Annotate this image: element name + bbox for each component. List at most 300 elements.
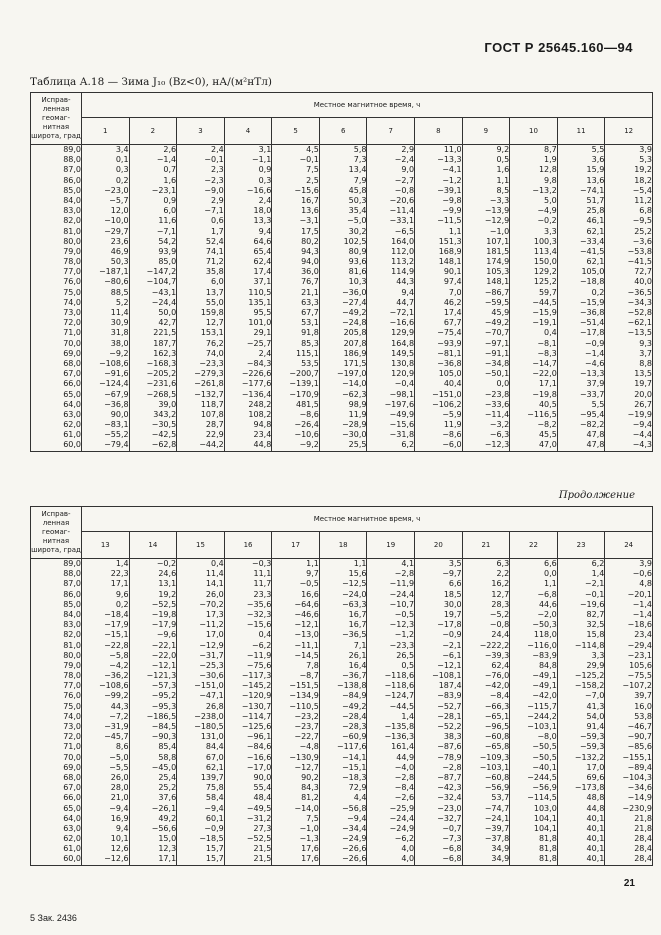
table-cell: −147,2 — [146, 267, 177, 277]
table-cell: −6,5 — [394, 226, 415, 236]
table-cell: 110,5 — [248, 287, 272, 297]
table-cell: −1,2 — [442, 175, 462, 185]
table-cell: −59,3 — [579, 732, 605, 742]
table-cell: −29,4 — [627, 640, 652, 650]
hour-header: 14 — [129, 532, 177, 559]
table-cell: −25,7 — [246, 338, 272, 348]
table-cell: 45,5 — [538, 430, 557, 440]
table-cell: 4,0 — [401, 854, 415, 864]
table-cell: −9,5 — [632, 216, 652, 226]
table-cell: 1,4 — [115, 559, 129, 568]
table-cell: −4,3 — [632, 440, 652, 450]
table-cell: 8,7 — [544, 145, 557, 154]
table-cell: −109,3 — [479, 752, 510, 762]
table-cell: −40,1 — [532, 762, 557, 772]
table-cell: −85,6 — [627, 742, 652, 752]
table-cell: −4,0 — [394, 762, 415, 772]
table-cell: 35,8 — [205, 267, 224, 277]
table-cell: 28,4 — [634, 844, 652, 854]
table-cell: −14,7 — [532, 358, 557, 368]
table-cell: 76,7 — [301, 277, 319, 287]
table-cell: −116,5 — [527, 409, 557, 419]
table-cell: 17,4 — [443, 308, 462, 317]
table-cell: 19,7 — [443, 609, 462, 619]
table-cell: 30,9 — [110, 318, 129, 328]
table-cell: 129,2 — [533, 267, 557, 277]
table-cell: 81,2 — [301, 793, 319, 803]
table-cell: 58,4 — [205, 793, 224, 803]
table-cell: −13,0 — [294, 630, 319, 640]
table-cell: −70,7 — [484, 328, 510, 338]
table-cell: −268,5 — [146, 389, 177, 399]
table-cell: 62,4 — [491, 660, 510, 670]
table-cell: 1,1 — [306, 559, 319, 568]
hour-header: 23 — [557, 532, 605, 559]
table-cell: −170,9 — [289, 389, 319, 399]
table-cell: 40,1 — [586, 813, 605, 823]
table-cell: −103,1 — [479, 762, 510, 772]
table-cell: −12,9 — [199, 640, 224, 650]
latitude-value: 82,0 — [63, 216, 81, 226]
table-cell: 6,0 — [211, 277, 224, 287]
table-cell: 9,3 — [639, 338, 652, 348]
table-cell: −124,4 — [98, 379, 129, 389]
table-cell: 13,3 — [253, 216, 272, 226]
latitude-value: 89,0 — [63, 559, 81, 568]
table-cell: −50,3 — [532, 620, 557, 630]
table-cell: −8,2 — [537, 420, 557, 430]
table-cell: −0,7 — [442, 823, 462, 833]
latitude-value: 81,0 — [63, 640, 81, 650]
table-cell: 17,0 — [586, 762, 605, 772]
latitude-value: 85,0 — [63, 185, 81, 195]
table-cell: −20,6 — [389, 195, 415, 205]
table-cell: 48,4 — [253, 793, 272, 803]
table-cell: −2,6 — [394, 793, 415, 803]
table-cell: 11,4 — [110, 308, 129, 317]
table-cell: 94,3 — [301, 246, 319, 256]
table-cell: −44,5 — [389, 701, 415, 711]
table-cell: −75,6 — [246, 660, 272, 670]
table-cell: −226,6 — [241, 369, 272, 379]
table-cell: −107,2 — [622, 681, 652, 691]
table-cell: 81,8 — [538, 854, 557, 864]
table-cell: 72,9 — [348, 783, 367, 793]
table-cell: 4,5 — [306, 145, 319, 154]
table-cell: 63,3 — [301, 297, 319, 307]
table-cell: −25,9 — [389, 803, 415, 813]
table-cell: −117,3 — [241, 671, 272, 681]
table-cell: 105,3 — [486, 267, 510, 277]
table-cell: 148,1 — [486, 277, 510, 287]
table-cell: 15,6 — [348, 569, 367, 579]
table-cell: −41,5 — [579, 246, 605, 256]
table-cell: −134,9 — [289, 691, 319, 701]
table-cell: −53,8 — [627, 246, 652, 256]
table-cell: −279,3 — [194, 369, 224, 379]
table-cell: −4,2 — [109, 660, 129, 670]
table-cell: 107,8 — [200, 409, 224, 419]
table-cell: 23,6 — [110, 236, 129, 246]
table-cell: 53,7 — [491, 793, 510, 803]
table-cell: −3,6 — [632, 236, 652, 246]
table-cell: 174,9 — [486, 257, 510, 267]
table-cell: 29,9 — [586, 660, 605, 670]
table-cell: 3,1 — [258, 145, 272, 154]
latitude-value: 65,0 — [63, 803, 81, 813]
table-cell: −26,1 — [151, 803, 177, 813]
table-cell: 113,4 — [533, 246, 557, 256]
table-cell: −200,7 — [289, 369, 319, 379]
table-cell: −2,1 — [442, 640, 462, 650]
table-cell: −230,9 — [622, 803, 652, 813]
table-cell: −19,1 — [532, 318, 557, 328]
table-cell: −5,4 — [632, 185, 652, 195]
table-cell: −5,9 — [442, 409, 462, 419]
table-cell: −0,8 — [489, 620, 510, 630]
table-cell: −63,3 — [341, 599, 367, 609]
table-cell: −222,2 — [479, 640, 510, 650]
table-cell: 1,6 — [163, 175, 177, 185]
table-cell: −0,8 — [394, 185, 415, 195]
table-cell: −19,8 — [532, 389, 557, 399]
table-cell: −130,9 — [289, 752, 319, 762]
latitude-value: 63,0 — [63, 409, 81, 419]
table-cell: −82,2 — [579, 420, 605, 430]
table-cell: −7,1 — [204, 206, 224, 216]
hour-header: 22 — [510, 532, 558, 559]
table-cell: −26,6 — [341, 844, 367, 854]
table-cell: −16,6 — [389, 318, 415, 328]
table-cell: 95,5 — [253, 308, 272, 317]
table-cell: 2,6 — [163, 145, 177, 154]
table-cell: 114,9 — [391, 267, 415, 277]
table-cell: −23,0 — [104, 185, 129, 195]
table-cell: −87,6 — [437, 742, 462, 752]
table-cell: 50,3 — [348, 195, 367, 205]
table-cell: 91,8 — [301, 328, 319, 338]
table-cell: 58,8 — [158, 752, 177, 762]
table-cell: 148,1 — [438, 257, 462, 267]
table-cell: −155,1 — [622, 752, 652, 762]
hour-header: 12 — [605, 118, 653, 145]
latitude-value: 75,0 — [63, 287, 81, 297]
table-cell: 47,8 — [586, 440, 605, 450]
hour-header: 11 — [557, 118, 605, 145]
table-cell: 11,2 — [634, 195, 652, 205]
table-cell: 21,8 — [634, 823, 652, 833]
table-cell: −11,4 — [389, 206, 415, 216]
table-cell: 221,5 — [153, 328, 177, 338]
table-cell: −36,0 — [341, 287, 367, 297]
table-cell: 62,4 — [253, 257, 272, 267]
latitude-value: 79,0 — [63, 246, 81, 256]
table-cell: −34,3 — [627, 297, 652, 307]
table-cell: −14,0 — [294, 803, 319, 813]
latitude-value: 80,0 — [63, 236, 81, 246]
table-cell: 17,1 — [110, 579, 129, 589]
table-cell: −36,8 — [579, 308, 605, 317]
table-cell: −9,4 — [632, 420, 652, 430]
table-caption: Таблица А.18 — Зима J₁₀ (Bz<0), нА/(м²нТл) — [30, 76, 273, 88]
table-cell: 16,7 — [348, 609, 367, 619]
hour-column — [129, 145, 177, 452]
table-cell: −34,4 — [341, 823, 367, 833]
table-cell: 13,7 — [205, 287, 224, 297]
table-cell: −81,1 — [437, 348, 462, 358]
table-cell: −95,4 — [579, 409, 605, 419]
table-cell: −187,1 — [98, 267, 129, 277]
table-cell: −32,3 — [246, 609, 272, 619]
latitude-value: 74,0 — [63, 711, 81, 721]
hour-header: 7 — [367, 118, 415, 145]
table-cell: 97,4 — [443, 277, 462, 287]
table-cell: 5,5 — [591, 145, 605, 154]
table-cell: 67,7 — [443, 318, 462, 328]
table-cell: −5,7 — [109, 195, 129, 205]
table-cell: −49,2 — [341, 701, 367, 711]
table-cell: 81,6 — [348, 267, 367, 277]
table-cell: 62,1 — [586, 226, 605, 236]
table-cell: 14,1 — [205, 579, 224, 589]
table-cell: −39,1 — [437, 185, 462, 195]
latitude-value: 79,0 — [63, 660, 81, 670]
table-cell: 115,1 — [295, 348, 319, 358]
table-cell: 2,9 — [211, 195, 224, 205]
table-cell: −31,9 — [104, 722, 129, 731]
table-cell: 11,0 — [443, 145, 462, 154]
table-cell: 9,8 — [544, 175, 557, 185]
table-cell: 74,0 — [205, 348, 224, 358]
table-cell: −13,5 — [627, 328, 652, 338]
table-cell: −11,4 — [484, 409, 510, 419]
table-cell: −2,3 — [204, 175, 224, 185]
table-cell: −12,1 — [437, 660, 462, 670]
latitude-value: 84,0 — [63, 609, 81, 619]
table-cell: 26,0 — [110, 772, 129, 782]
table-cell: 207,8 — [343, 338, 367, 348]
table-cell: 7,0 — [448, 287, 462, 297]
table-cell: −31,8 — [389, 430, 415, 440]
table-cell: −39,3 — [484, 650, 510, 660]
table-cell: 25,5 — [348, 440, 367, 450]
latitude-value: 61,0 — [63, 844, 81, 854]
table-cell: −8,3 — [537, 348, 557, 358]
table-cell: −39,7 — [484, 823, 510, 833]
table-cell: 12,6 — [110, 844, 129, 854]
table-cell: −7,0 — [584, 691, 605, 701]
table-cell: 6,2 — [401, 440, 415, 450]
table-cell: −12,9 — [484, 216, 510, 226]
table-cell: −24,4 — [389, 813, 415, 823]
table-cell: 90,2 — [301, 772, 319, 782]
table-cell: −90,3 — [151, 732, 177, 742]
table-cell: −62,3 — [341, 389, 367, 399]
table-cell: −12,7 — [294, 762, 319, 772]
table-cell: 51,7 — [586, 195, 605, 205]
table-cell: 75,8 — [205, 783, 224, 793]
table-cell: −135,8 — [384, 722, 415, 731]
table-cell: −0,9 — [442, 630, 462, 640]
table-cell: 10,1 — [110, 834, 129, 844]
table-cell: 26,5 — [396, 650, 415, 660]
table-cell: −1,4 — [156, 155, 177, 165]
table-cell: 161,4 — [391, 742, 415, 752]
table-cell: 55,0 — [205, 297, 224, 307]
table-cell: −173,8 — [574, 783, 605, 793]
table-cell: −64,6 — [294, 599, 319, 609]
table-cell: 38,0 — [110, 338, 129, 348]
latitude-value: 89,0 — [63, 145, 81, 154]
table-cell: −125,2 — [574, 671, 605, 681]
table-cell: −34,8 — [484, 358, 510, 368]
table-cell: 16,2 — [491, 579, 510, 589]
hour-column — [367, 145, 415, 452]
table-cell: 40,1 — [586, 823, 605, 833]
hour-header: 3 — [177, 118, 225, 145]
table-cell: 21,8 — [634, 813, 652, 823]
table-cell: −36,5 — [627, 287, 652, 297]
table-cell: −138,8 — [336, 681, 367, 691]
latitude-value: 72,0 — [63, 318, 81, 328]
table-cell: 17,0 — [205, 630, 224, 640]
table-cell: 12,0 — [110, 206, 129, 216]
table-cell: 3,6 — [591, 155, 605, 165]
table-cell: −18,3 — [341, 772, 367, 782]
table-cell: 12,3 — [158, 844, 177, 854]
hour-header: 18 — [319, 532, 367, 559]
latitude-value: 69,0 — [63, 348, 81, 358]
table-cell: 53,8 — [634, 711, 652, 721]
table-cell: 40,1 — [586, 854, 605, 864]
table-cell: −103,1 — [527, 722, 557, 731]
table-cell: −1,4 — [632, 599, 652, 609]
time-span-header: Местное магнитное время, ч — [82, 93, 653, 118]
table-cell: 3,9 — [639, 145, 652, 154]
table-cell: 0,2 — [591, 287, 605, 297]
table-cell: −84,9 — [341, 691, 367, 701]
table-cell: −2,7 — [394, 175, 415, 185]
table-cell: −124,7 — [384, 691, 415, 701]
table-cell: −17,8 — [437, 620, 462, 630]
table-cell: 2,9 — [401, 145, 415, 154]
latitude-value: 60,0 — [63, 440, 81, 450]
table-cell: −28,4 — [341, 711, 367, 721]
table-cell: 13,6 — [586, 175, 605, 185]
latitude-value: 76,0 — [63, 691, 81, 701]
table-cell: 27,3 — [253, 823, 272, 833]
table-cell: 13,1 — [158, 579, 177, 589]
table-cell: −31,7 — [199, 650, 224, 660]
table-cell: 0,3 — [258, 175, 272, 185]
table-cell: 0,2 — [115, 175, 129, 185]
table-cell: −33,1 — [389, 216, 415, 226]
page-number: 21 — [623, 878, 635, 889]
table-cell: −4,1 — [442, 165, 462, 175]
table-cell: −56,8 — [341, 803, 367, 813]
table-cell: −22,0 — [151, 650, 177, 660]
table-cell: 168,9 — [438, 246, 462, 256]
table-cell: −8,0 — [537, 732, 557, 742]
latitude-value: 87,0 — [63, 165, 81, 175]
table-cell: 12,8 — [538, 165, 557, 175]
table-cell: −24,9 — [389, 823, 415, 833]
table-cell: −114,8 — [574, 640, 605, 650]
table-cell: 2,4 — [211, 145, 224, 154]
table-cell: −108,6 — [98, 681, 129, 691]
table-cell: −6,0 — [442, 440, 462, 450]
latitude-value: 64,0 — [63, 399, 81, 409]
table-cell: 102,5 — [343, 236, 367, 246]
table-cell: −5,0 — [347, 216, 367, 226]
table-cell: 9,4 — [258, 226, 272, 236]
table-cell: 120,9 — [391, 369, 415, 379]
table-cell: −9,4 — [347, 813, 367, 823]
table-cell: 80,2 — [301, 236, 319, 246]
table-cell: −10,6 — [294, 430, 319, 440]
table-cell: 54,2 — [158, 236, 177, 246]
table-cell: 187,4 — [438, 681, 462, 691]
table-cell: 5,5 — [591, 399, 605, 409]
hour-header: 6 — [319, 118, 367, 145]
hour-header: 10 — [510, 118, 558, 145]
latitude-value: 61,0 — [63, 430, 81, 440]
table-cell: −30,6 — [199, 671, 224, 681]
table-cell: 80,9 — [348, 246, 367, 256]
table-cell: 0,4 — [258, 630, 272, 640]
table-cell: −83,9 — [532, 650, 557, 660]
table-cell: −33,6 — [484, 399, 510, 409]
table-cell: 32,5 — [586, 620, 605, 630]
table-cell: −6,8 — [442, 844, 462, 854]
latitude-value: 64,0 — [63, 813, 81, 823]
latitude-column — [31, 559, 82, 866]
table-cell: −49,2 — [341, 308, 367, 317]
latitude-value: 69,0 — [63, 762, 81, 772]
table-cell: −15,1 — [104, 630, 129, 640]
latitude-value: 72,0 — [63, 732, 81, 742]
hour-column — [177, 145, 225, 452]
table-cell: 15,0 — [158, 834, 177, 844]
latitude-value: 67,0 — [63, 783, 81, 793]
hour-header: 24 — [605, 532, 653, 559]
table-cell: 34,9 — [491, 844, 510, 854]
latitude-value: 71,0 — [63, 742, 81, 752]
table-cell: −33,4 — [579, 236, 605, 246]
table-cell: 130,8 — [391, 358, 415, 368]
table-cell: −96,5 — [484, 722, 510, 731]
table-cell: 40,4 — [443, 379, 462, 389]
table-cell: 44,6 — [538, 599, 557, 609]
table-cell: −49,5 — [246, 803, 272, 813]
table-cell: 44,8 — [253, 440, 272, 450]
table-cell: −16,6 — [246, 185, 272, 195]
table-cell: 3,5 — [448, 559, 462, 568]
table-cell: 54,0 — [586, 711, 605, 721]
table-cell: −23,8 — [484, 389, 510, 399]
table-cell: −11,1 — [294, 640, 319, 650]
latitude-value: 83,0 — [63, 620, 81, 630]
table-cell: 69,6 — [586, 772, 605, 782]
latitude-value: 76,0 — [63, 277, 81, 287]
table-cell: −0,2 — [537, 216, 557, 226]
table-cell: 7,8 — [306, 660, 319, 670]
table-cell: −186,5 — [146, 711, 177, 721]
table-cell: −17,0 — [246, 762, 272, 772]
table-cell: 7,9 — [353, 175, 367, 185]
table-cell: −8,7 — [299, 671, 319, 681]
table-cell: 94,0 — [301, 257, 319, 267]
